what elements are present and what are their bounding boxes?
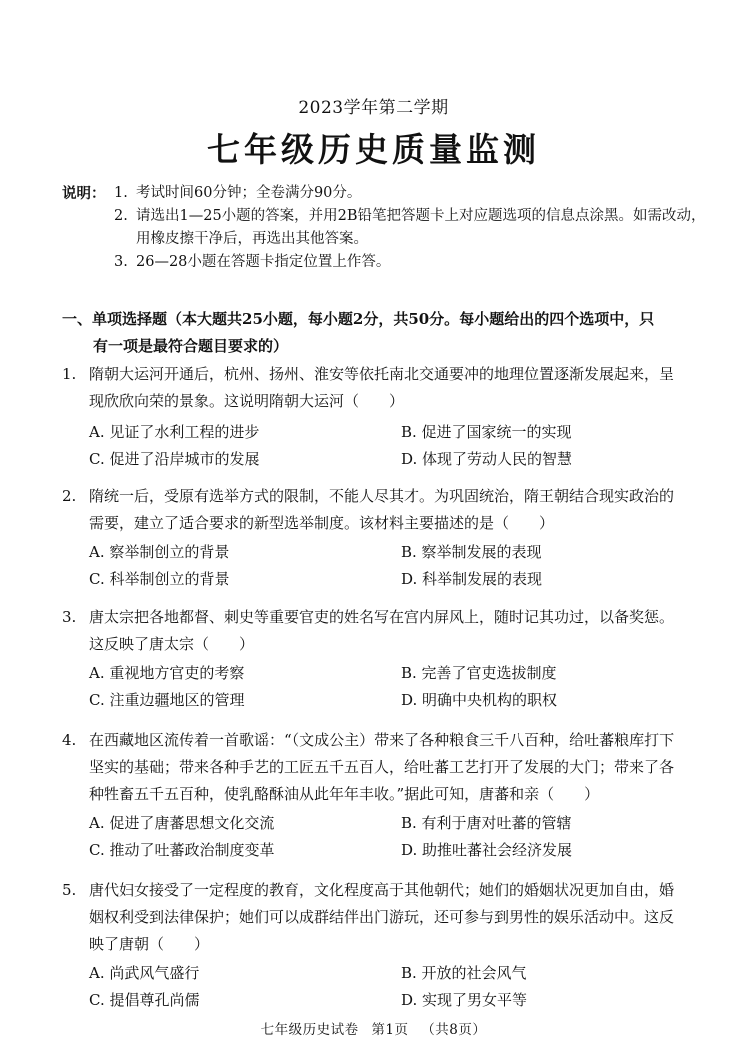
- question-stem: 在西藏地区流传着一首歌谣：“（文成公主）带来了各种粮食三千八百种，给吐蕃粮库打下坚实的基础；带来各种手艺的工匠五千五百人，给吐蕃工艺打开了发展的大门；带来了各种牲畜五千五百种，使乳酪酥油从此年年丰收。”据此可知，唐蕃和亲（ ）: [89, 731, 675, 803]
- question-number: 5.: [62, 881, 77, 899]
- option-a: A. 尚武风气盛行: [89, 964, 200, 982]
- page-footer: [0, 1018, 747, 1038]
- term-heading: 2023学年第二学期: [298, 98, 449, 118]
- instruction-number: 3.: [114, 254, 128, 270]
- option-d: D. 体现了劳动人民的智慧: [401, 450, 573, 468]
- section-heading-line: 一、单项选择题（本大题共25小题，每小题2分，共50分。每小题给出的四个选项中，只: [62, 310, 655, 328]
- question-number: 1.: [62, 365, 77, 383]
- option-c: C. 提倡尊孔尚儒: [89, 991, 200, 1009]
- instruction-item: [62, 205, 712, 251]
- footer-page-number: 第1页: [371, 1022, 409, 1038]
- section-heading-line: 有一项是最符合题目要求的）: [93, 337, 289, 355]
- question-stem: 唐代妇女接受了一定程度的教育，文化程度高于其他朝代；她们的婚姻状况更加自由，婚姻权利受到法律保护；她们可以成群结伴出门游玩，还可参与到男性的娱乐活动中。这反映了唐朝（ ）: [89, 881, 675, 953]
- question-5: [62, 877, 682, 1014]
- page-title: 七年级历史质量监测: [207, 130, 540, 169]
- instruction-number: 1.: [114, 185, 128, 201]
- option-c: C. 注重边疆地区的管理: [89, 691, 245, 709]
- question-number: 3.: [62, 608, 77, 626]
- question-stem: 唐太宗把各地都督、刺史等重要官吏的姓名写在宫内屏风上，随时记其功过，以备奖惩。这反映了唐太宗（ ）: [89, 608, 675, 653]
- instruction-text: 考试时间60分钟；全卷满分90分。: [136, 185, 362, 201]
- section-heading: [62, 306, 684, 360]
- question-stem: 隋统一后，受原有选举方式的限制，不能人尽其才。为巩固统治，隋王朝结合现实政治的需要，建立了适合要求的新型选举制度。该材料主要描述的是（ ）: [89, 487, 675, 532]
- instruction-item: [62, 251, 712, 274]
- option-a: A. 重视地方官吏的考察: [89, 664, 245, 682]
- footer-total-pages: （共8页）: [421, 1022, 487, 1038]
- option-a: A. 察举制创立的背景: [89, 543, 230, 561]
- instruction-text: 26—28小题在答题卡指定位置上作答。: [136, 254, 391, 270]
- option-a: A. 促进了唐蕃思想文化交流: [89, 814, 275, 832]
- question-stem: 隋朝大运河开通后，杭州、扬州、淮安等依托南北交通要冲的地理位置逐渐发展起来，呈现欣欣向荣的景象。这说明隋朝大运河（ ）: [89, 365, 675, 410]
- option-c: C. 科举制创立的背景: [89, 570, 230, 588]
- question-number: 4.: [62, 731, 77, 749]
- option-b: B. 有利于唐对吐蕃的管辖: [401, 814, 572, 832]
- question-3: [62, 604, 682, 714]
- instruction-number: 2.: [114, 208, 128, 224]
- option-a: A. 见证了水利工程的进步: [89, 423, 260, 441]
- option-d: D. 科举制发展的表现: [401, 570, 543, 588]
- option-d: D. 实现了男女平等: [401, 991, 528, 1009]
- option-d: D. 助推吐蕃社会经济发展: [401, 841, 573, 859]
- instructions-label: 说明：: [62, 185, 106, 202]
- option-b: B. 开放的社会风气: [401, 964, 527, 982]
- option-c: C. 推动了吐蕃政治制度变革: [89, 841, 275, 859]
- instruction-text: 请选出1—25小题的答案，并用2B铅笔把答题卡上对应题选项的信息点涂黑。如需改动，用橡皮擦干净后，再选出其他答案。: [136, 208, 706, 247]
- option-c: C. 促进了沿岸城市的发展: [89, 450, 260, 468]
- option-b: B. 察举制发展的表现: [401, 543, 542, 561]
- question-2: [62, 483, 682, 593]
- instructions: [62, 182, 712, 274]
- option-b: B. 完善了官吏选拔制度: [401, 664, 557, 682]
- option-b: B. 促进了国家统一的实现: [401, 423, 572, 441]
- footer-exam-name: 七年级历史试卷: [260, 1022, 359, 1038]
- option-d: D. 明确中央机构的职权: [401, 691, 558, 709]
- question-1: [62, 361, 682, 473]
- question-number: 2.: [62, 487, 77, 505]
- instruction-item: [62, 182, 712, 205]
- question-4: [62, 727, 682, 864]
